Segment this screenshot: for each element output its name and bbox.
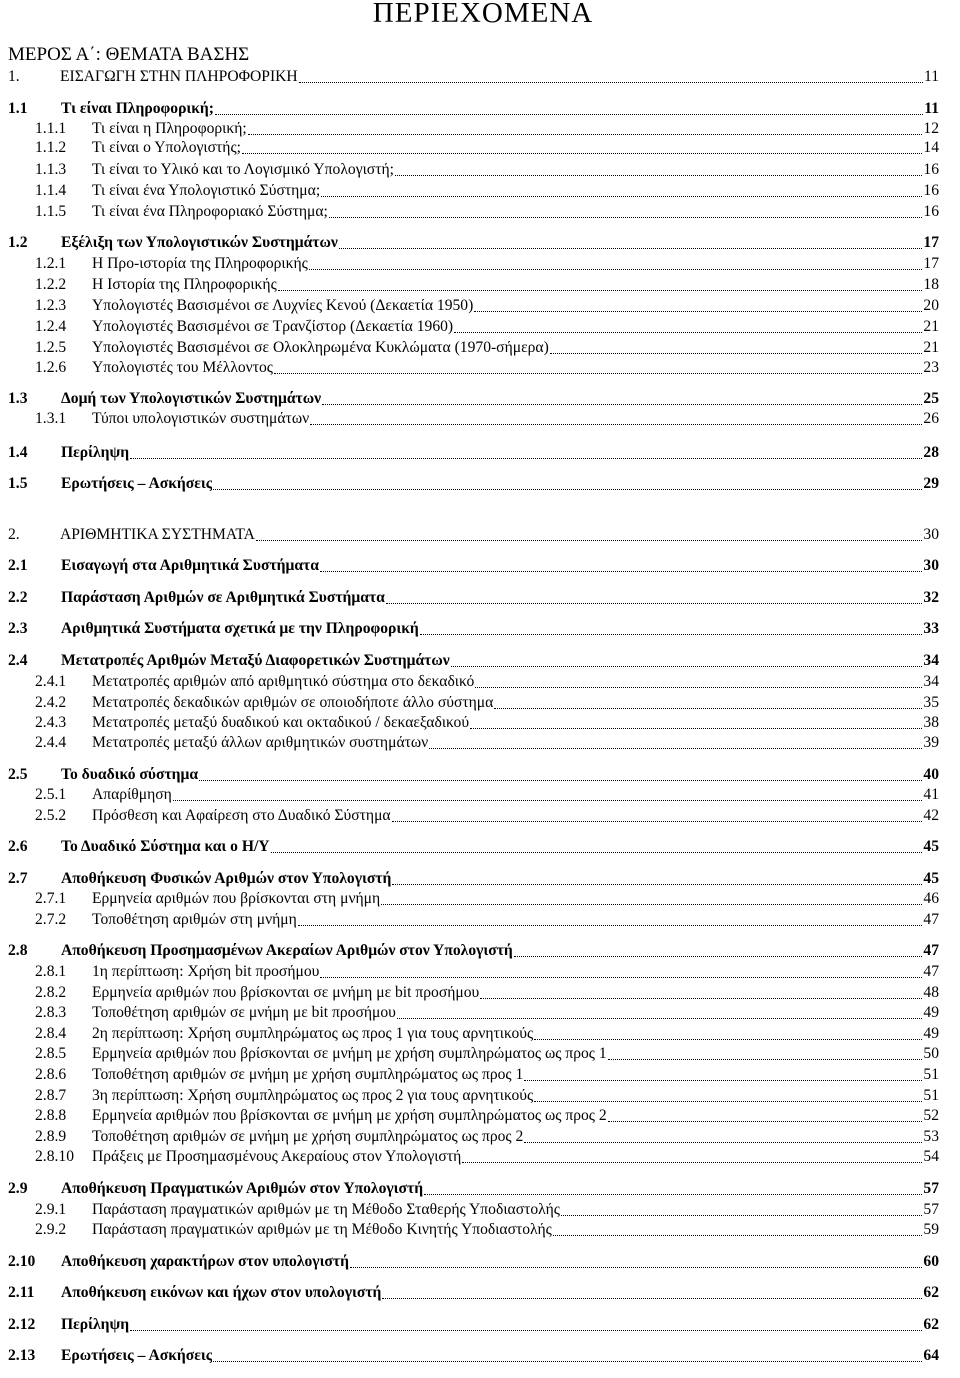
toc-leader-dots — [321, 196, 922, 197]
toc-entry-title: ΕΙΣΑΓΩΓΗ ΣΤΗΝ ΠΛΗΡΟΦΟΡΙΚΗ — [60, 68, 298, 85]
toc-leader-dots — [451, 666, 923, 667]
toc-leader-dots — [329, 217, 923, 218]
toc-entry[interactable] — [8, 181, 939, 201]
toc-entry-page: 11 — [923, 68, 939, 85]
toc-entry[interactable] — [8, 889, 939, 909]
toc-entry-page: 34 — [923, 652, 939, 669]
toc-entry[interactable] — [8, 1252, 939, 1272]
toc-entry-page: 34 — [923, 673, 939, 690]
toc-entry-title: 3η περίπτωση: Χρήση συμπληρώματος ως προς 2 για τους αρνητικούς — [92, 1087, 534, 1104]
toc-entry-number: 1.2.6 — [35, 359, 67, 376]
toc-entry[interactable] — [8, 869, 939, 889]
toc-entry-title: Δομή των Υπολογιστικών Συστημάτων — [61, 390, 322, 407]
toc-entry-title: Τοποθέτηση αριθμών στη μνήμη — [92, 911, 297, 928]
toc-entry-page: 28 — [923, 444, 939, 461]
toc-entry-page: 48 — [923, 984, 939, 1001]
toc-entry[interactable] — [8, 672, 939, 692]
toc-entry-number: 1.1.2 — [35, 139, 67, 156]
toc-entry-number: 2.5 — [8, 766, 28, 783]
toc-entry-title: Αποθήκευση χαρακτήρων στον υπολογιστή — [61, 1253, 349, 1270]
toc-entry-title: Εξέλιξη των Υπολογιστικών Συστημάτων — [61, 234, 338, 251]
toc-entry[interactable] — [8, 941, 939, 961]
toc-entry-title: Τι είναι το Υλικό και το Λογισμικό Υπολογιστή; — [92, 161, 394, 178]
toc-entry-title: Περίληψη — [61, 1316, 130, 1333]
toc-leader-dots — [420, 634, 923, 635]
page-title-text: ΠΕΡΙΕΧΟΜΕΝΑ — [372, 0, 594, 29]
toc-entry[interactable] — [8, 588, 939, 608]
toc-entry-page: 14 — [923, 139, 939, 156]
toc-entry-number: 2.13 — [8, 1347, 36, 1364]
toc-entry-title: 1η περίπτωση: Χρήση bit προσήμου — [92, 963, 320, 980]
toc-entry-page: 32 — [923, 589, 939, 606]
toc-entry[interactable] — [8, 275, 939, 295]
toc-leader-dots — [480, 998, 922, 999]
toc-leader-dots — [534, 1101, 922, 1102]
toc-leader-dots — [213, 1361, 922, 1362]
toc-entry-page: 33 — [923, 620, 939, 637]
toc-entry-title: Αποθήκευση εικόνων και ήχων στον υπολογιστή — [61, 1284, 382, 1301]
toc-entry[interactable] — [8, 443, 939, 463]
toc-entry[interactable] — [8, 1106, 939, 1126]
toc-entry-number: 1. — [8, 68, 20, 85]
toc-entry-title: Υπολογιστές Βασισμένοι σε Τρανζίστορ (Δεκαετία 1960) — [92, 318, 454, 335]
toc-entry[interactable] — [8, 233, 939, 253]
part-heading: ΜΕΡΟΣ Α΄: ΘΕΜΑΤΑ ΒΑΣΗΣ — [8, 44, 250, 65]
toc-entry-number: 1.2.2 — [35, 276, 67, 293]
toc-entry-page: 16 — [923, 203, 939, 220]
toc-entry[interactable] — [8, 1346, 939, 1366]
toc-entry[interactable] — [8, 765, 939, 785]
toc-entry[interactable] — [8, 119, 939, 139]
toc-entry[interactable] — [8, 389, 939, 409]
toc-leader-dots — [561, 1215, 922, 1216]
toc-leader-dots — [474, 311, 922, 312]
toc-leader-dots — [608, 1121, 923, 1122]
toc-entry[interactable] — [8, 1024, 939, 1044]
toc-entry-page: 26 — [923, 410, 939, 427]
toc-entry-page: 57 — [923, 1201, 939, 1218]
toc-leader-dots — [454, 332, 922, 333]
toc-entry[interactable] — [8, 160, 939, 180]
toc-entry-page: 47 — [923, 942, 939, 959]
toc-entry-number: 1.1.4 — [35, 182, 67, 199]
toc-entry[interactable] — [8, 202, 939, 222]
toc-entry-title: Ερωτήσεις – Ασκήσεις — [61, 1347, 213, 1364]
toc-leader-dots — [382, 1298, 922, 1299]
toc-entry[interactable] — [8, 806, 939, 826]
toc-leader-dots — [608, 1059, 923, 1060]
toc-leader-dots — [173, 800, 923, 801]
toc-entry[interactable] — [8, 785, 939, 805]
toc-entry-number: 1.2.5 — [35, 339, 67, 356]
toc-entry-title: Τοποθέτηση αριθμών σε μνήμη με χρήση συμπληρώματος ως προς 1 — [92, 1066, 524, 1083]
toc-entry-title: Τι είναι ο Υπολογιστής; — [92, 139, 241, 156]
toc-entry-page: 30 — [923, 526, 939, 543]
toc-entry-number: 2.8.6 — [35, 1066, 67, 1083]
toc-entry-title: Μετατροπές μεταξύ άλλων αριθμητικών συστημάτων — [92, 734, 429, 751]
toc-entry-number: 2.8.5 — [35, 1045, 67, 1062]
toc-entry-number: 2.10 — [8, 1253, 36, 1270]
toc-leader-dots — [553, 1235, 923, 1236]
toc-leader-dots — [429, 748, 922, 749]
toc-entry-title: Παράσταση πραγματικών αριθμών με τη Μέθοδο Σταθερής Υποδιαστολής — [92, 1201, 560, 1218]
toc-entry-page: 12 — [923, 120, 939, 137]
toc-entry[interactable] — [8, 1200, 939, 1220]
toc-entry-title: Η Προ-ιστορία της Πληροφορικής — [92, 255, 308, 272]
toc-entry-title: Παράσταση Αριθμών σε Αριθμητικά Συστήματα — [61, 589, 385, 606]
toc-entry-title: Το Δυαδικό Σύστημα και ο Η/Υ — [61, 838, 270, 855]
toc-entry-page: 51 — [923, 1066, 939, 1083]
toc-leader-dots — [470, 728, 922, 729]
toc-leader-dots — [274, 373, 922, 374]
toc-entry[interactable] — [8, 1065, 939, 1085]
toc-entry-title: Ερμηνεία αριθμών που βρίσκονται σε μνήμη με χρήση συμπληρώματος ως προς 2 — [92, 1107, 607, 1124]
toc-entry[interactable] — [8, 1179, 939, 1199]
toc-leader-dots — [199, 780, 922, 781]
toc-leader-dots — [381, 904, 922, 905]
toc-entry-number: 2.4.2 — [35, 694, 67, 711]
toc-entry-page: 62 — [923, 1284, 939, 1301]
toc-entry-title: Το δυαδικό σύστημα — [61, 766, 199, 783]
toc-entry-number: 2.8.4 — [35, 1025, 67, 1042]
toc-entry-page: 20 — [923, 297, 939, 314]
toc-entry[interactable] — [8, 99, 939, 119]
toc-leader-dots — [550, 353, 923, 354]
toc-entry-number: 1.1.5 — [35, 203, 67, 220]
toc-entry-page: 21 — [923, 318, 939, 335]
toc-entry-page: 60 — [923, 1253, 939, 1270]
toc-entry[interactable] — [8, 910, 939, 930]
toc-entry-page: 16 — [923, 161, 939, 178]
toc-entry-title: Υπολογιστές Βασισμένοι σε Λυχνίες Κενού (Δεκαετία 1950) — [92, 297, 474, 314]
toc-entry-title: Πράξεις με Προσημασμένους Ακεραίους στον Υπολογιστή — [92, 1148, 462, 1165]
toc-entry-page: 54 — [923, 1148, 939, 1165]
toc-entry-page: 23 — [923, 359, 939, 376]
toc-entry[interactable] — [8, 254, 939, 274]
toc-entry-number: 2.7.2 — [35, 911, 67, 928]
toc-entry[interactable] — [8, 296, 939, 316]
toc-entry-number: 2.1 — [8, 557, 28, 574]
toc-entry-title: Περίληψη — [61, 444, 130, 461]
toc-entry[interactable] — [8, 317, 939, 337]
toc-entry-title: 2η περίπτωση: Χρήση συμπληρώματος ως προς 1 για τους αρνητικούς — [92, 1025, 534, 1042]
toc-entry-page: 16 — [923, 182, 939, 199]
toc-entry-number: 1.3 — [8, 390, 28, 407]
toc-entry-page: 30 — [923, 557, 939, 574]
toc-entry-number: 2.6 — [8, 838, 28, 855]
toc-entry-number: 2.7 — [8, 870, 28, 887]
toc-entry-number: 2.4 — [8, 652, 28, 669]
toc-entry-number: 1.2 — [8, 234, 28, 251]
toc-entry[interactable] — [8, 837, 939, 857]
toc-entry-page: 21 — [923, 339, 939, 356]
toc-entry[interactable] — [8, 474, 939, 494]
toc-entry[interactable] — [8, 1283, 939, 1303]
toc-leader-dots — [299, 82, 923, 83]
toc-entry-number: 2.4.3 — [35, 714, 67, 731]
toc-entry-page: 38 — [923, 714, 939, 731]
toc-entry-page: 62 — [923, 1316, 939, 1333]
toc-entry-title: Υπολογιστές του Μέλλοντος — [92, 359, 273, 376]
toc-entry[interactable] — [8, 713, 939, 733]
toc-entry-title: Μετατροπές μεταξύ δυαδικού και οκταδικού / δεκαεξαδικού — [92, 714, 470, 731]
toc-entry-number: 1.3.1 — [35, 410, 67, 427]
toc-entry-number: 1.1.1 — [35, 120, 67, 137]
toc-entry[interactable] — [8, 409, 939, 429]
toc-entry-page: 41 — [923, 786, 939, 803]
toc-entry-title: Τι είναι ένα Υπολογιστικό Σύστημα; — [92, 182, 321, 199]
toc-entry[interactable] — [8, 358, 939, 378]
toc-entry-page: 47 — [923, 963, 939, 980]
toc-entry-page: 42 — [923, 807, 939, 824]
toc-leader-dots — [514, 956, 923, 957]
toc-entry-number: 2.8.10 — [35, 1148, 74, 1165]
toc-entry[interactable] — [8, 67, 939, 87]
toc-entry-number: 2.4.1 — [35, 673, 67, 690]
toc-leader-dots — [350, 1267, 922, 1268]
toc-entry-number: 2.7.1 — [35, 890, 67, 907]
toc-leader-dots — [298, 925, 923, 926]
toc-entry-number: 1.5 — [8, 475, 28, 492]
toc-entry-number: 2.8.9 — [35, 1128, 67, 1145]
toc-entry-title: Ερμηνεία αριθμών που βρίσκονται στη μνήμη — [92, 890, 381, 907]
toc-entry-title: Αποθήκευση Πραγματικών Αριθμών στον Υπολογιστή — [61, 1180, 424, 1197]
toc-entry-title: Μετατροπές Αριθμών Μεταξύ Διαφορετικών Συστημάτων — [61, 652, 450, 669]
toc-leader-dots — [248, 134, 923, 135]
toc-entry-page: 57 — [923, 1180, 939, 1197]
toc-entry-number: 2.11 — [8, 1284, 35, 1301]
toc-entry-title: Τύποι υπολογιστικών συστημάτων — [92, 410, 310, 427]
toc-leader-dots — [278, 290, 923, 291]
toc-entry-number: 2. — [8, 526, 20, 543]
toc-entry-title: ΑΡΙΘΜΗΤΙΚΑ ΣΥΣΤΗΜΑΤΑ — [60, 526, 255, 543]
toc-entry-number: 1.1.3 — [35, 161, 67, 178]
toc-entry-number: 2.4.4 — [35, 734, 67, 751]
toc-entry-title: Παράσταση πραγματικών αριθμών με τη Μέθοδο Κινητής Υποδιαστολής — [92, 1221, 552, 1238]
toc-entry-number: 2.8.2 — [35, 984, 67, 1001]
toc-entry[interactable] — [8, 651, 939, 671]
toc-entry-number: 2.8.1 — [35, 963, 67, 980]
toc-entry[interactable] — [8, 693, 939, 713]
toc-leader-dots — [271, 852, 923, 853]
toc-leader-dots — [392, 884, 922, 885]
toc-entry-number: 1.2.1 — [35, 255, 67, 272]
toc-entry[interactable] — [8, 1127, 939, 1147]
toc-entry-title: Αποθήκευση Προσημασμένων Ακεραίων Αριθμών στον Υπολογιστή — [61, 942, 513, 959]
toc-entry[interactable] — [8, 619, 939, 639]
toc-entry-title: Τι είναι ένα Πληροφοριακό Σύστημα; — [92, 203, 328, 220]
toc-entry-page: 29 — [923, 475, 939, 492]
toc-entry-number: 2.8.3 — [35, 1004, 67, 1021]
toc-entry-page: 51 — [923, 1087, 939, 1104]
toc-entry-page: 53 — [923, 1128, 939, 1145]
toc-entry-title: Τι είναι η Πληροφορική; — [92, 120, 247, 137]
toc-entry-page: 17 — [923, 255, 939, 272]
toc-entry-title: Μετατροπές δεκαδικών αριθμών σε οποιοδήποτε άλλο σύστημα — [92, 694, 494, 711]
toc-entry[interactable] — [8, 138, 939, 158]
toc-entry-page: 45 — [923, 838, 939, 855]
toc-entry-title: Εισαγωγή στα Αριθμητικά Συστήματα — [61, 557, 319, 574]
toc-leader-dots — [386, 603, 923, 604]
toc-leader-dots — [310, 424, 922, 425]
toc-entry[interactable] — [8, 1220, 939, 1240]
toc-entry-title: Αριθμητικά Συστήματα σχετικά με την Πληροφορική — [61, 620, 419, 637]
toc-leader-dots — [242, 153, 922, 154]
toc-entry[interactable] — [8, 556, 939, 576]
toc-entry-title: Ερμηνεία αριθμών που βρίσκονται σε μνήμη με χρήση συμπληρώματος ως προς 1 — [92, 1045, 607, 1062]
toc-leader-dots — [395, 175, 922, 176]
toc-entry-page: 52 — [923, 1107, 939, 1124]
toc-leader-dots — [392, 821, 923, 822]
toc-entry-number: 2.12 — [8, 1316, 36, 1333]
toc-entry-number: 1.4 — [8, 444, 28, 461]
toc-leader-dots — [215, 114, 923, 115]
toc-entry-page: 35 — [923, 694, 939, 711]
toc-entry-title: Πρόσθεση και Αφαίρεση στο Δυαδικό Σύστημα — [92, 807, 391, 824]
toc-entry-title: Απαρίθμηση — [92, 786, 172, 803]
toc-entry-number: 1.1 — [8, 100, 28, 117]
toc-leader-dots — [320, 571, 922, 572]
toc-entry[interactable] — [8, 1044, 939, 1064]
toc-entry-number: 2.8.8 — [35, 1107, 67, 1124]
toc-entry-number: 2.9.1 — [35, 1201, 67, 1218]
toc-leader-dots — [524, 1080, 922, 1081]
toc-entry-title: Τι είναι Πληροφορική; — [61, 100, 214, 117]
toc-entry-page: 40 — [923, 766, 939, 783]
toc-entry-page: 49 — [923, 1025, 939, 1042]
toc-entry-number: 2.5.1 — [35, 786, 67, 803]
toc-leader-dots — [397, 1018, 923, 1019]
toc-entry[interactable] — [8, 525, 939, 545]
toc-leader-dots — [424, 1194, 922, 1195]
toc-entry-page: 45 — [923, 870, 939, 887]
toc-entry[interactable] — [8, 1147, 939, 1167]
toc-entry-title: Η Ιστορία της Πληροφορικής — [92, 276, 277, 293]
toc-entry-number: 1.2.4 — [35, 318, 67, 335]
toc-entry[interactable] — [8, 1315, 939, 1335]
toc-entry-number: 2.8 — [8, 942, 28, 959]
toc-entry-page: 18 — [923, 276, 939, 293]
toc-leader-dots — [320, 977, 922, 978]
toc-entry-page: 49 — [923, 1004, 939, 1021]
toc-entry-title: Υπολογιστές Βασισμένοι σε Ολοκληρωμένα Κυκλώματα (1970-σήμερα) — [92, 339, 549, 356]
toc-entry[interactable] — [8, 338, 939, 358]
toc-entry[interactable] — [8, 962, 939, 982]
toc-leader-dots — [524, 1142, 922, 1143]
toc-entry-number: 2.2 — [8, 589, 28, 606]
toc-entry[interactable] — [8, 983, 939, 1003]
toc-entry-title: Μετατροπές αριθμών από αριθμητικό σύστημα στο δεκαδικό — [92, 673, 475, 690]
toc-entry-page: 59 — [923, 1221, 939, 1238]
toc-entry-title: Ερωτήσεις – Ασκήσεις — [61, 475, 213, 492]
toc-entry-number: 2.9 — [8, 1180, 28, 1197]
toc-entry-page: 47 — [923, 911, 939, 928]
toc-entry-number: 2.8.7 — [35, 1087, 67, 1104]
toc-leader-dots — [213, 489, 922, 490]
toc-entry-page: 25 — [923, 390, 939, 407]
toc-entry-page: 64 — [923, 1347, 939, 1364]
toc-entry-number: 2.5.2 — [35, 807, 67, 824]
toc-entry-title: Τοποθέτηση αριθμών σε μνήμη με bit προσήμου — [92, 1004, 396, 1021]
toc-leader-dots — [309, 269, 923, 270]
toc-entry-page: 50 — [923, 1045, 939, 1062]
toc-leader-dots — [130, 458, 922, 459]
toc-entry-title: Τοποθέτηση αριθμών σε μνήμη με χρήση συμπληρώματος ως προς 2 — [92, 1128, 524, 1145]
toc-entry-page: 11 — [924, 100, 939, 117]
toc-leader-dots — [130, 1330, 922, 1331]
toc-leader-dots — [339, 248, 923, 249]
toc-entry-page: 46 — [923, 890, 939, 907]
toc-entry[interactable] — [8, 733, 939, 753]
toc-entry-page: 39 — [923, 734, 939, 751]
toc-leader-dots — [462, 1162, 922, 1163]
toc-leader-dots — [475, 687, 922, 688]
toc-leader-dots — [494, 708, 922, 709]
toc-leader-dots — [534, 1039, 922, 1040]
toc-leader-dots — [322, 404, 922, 405]
toc-entry-page: 17 — [923, 234, 939, 251]
toc-leader-dots — [256, 540, 922, 541]
toc-entry-number: 2.9.2 — [35, 1221, 67, 1238]
toc-entry-number: 1.2.3 — [35, 297, 67, 314]
toc-entry-title: Αποθήκευση Φυσικών Αριθμών στον Υπολογιστή — [61, 870, 392, 887]
toc-entry[interactable] — [8, 1003, 939, 1023]
toc-entry[interactable] — [8, 1086, 939, 1106]
toc-entry-title: Ερμηνεία αριθμών που βρίσκονται σε μνήμη με bit προσήμου — [92, 984, 480, 1001]
toc-entry-number: 2.3 — [8, 620, 28, 637]
